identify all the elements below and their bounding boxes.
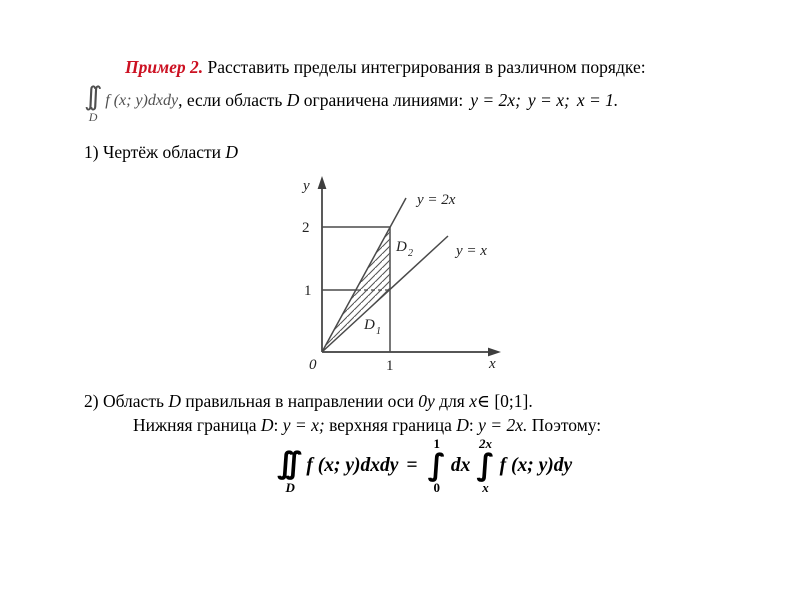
y-tick-1: 1	[304, 283, 312, 299]
condition-domain: D	[286, 90, 300, 110]
formula-dx: dx	[450, 455, 471, 477]
int1-lower-limit: 0	[433, 480, 440, 496]
p3-t3: Поэтому:	[527, 415, 602, 435]
double-integral-icon: ∫∫	[277, 445, 294, 481]
integral-icon: ∫	[476, 448, 495, 484]
y-tick-2: 2	[302, 220, 310, 236]
condition-t2: ограничена линиями:	[299, 90, 464, 110]
region-d1-label: D	[364, 317, 375, 333]
p3-eq1: y = x;	[282, 415, 325, 435]
p3-d2: D	[456, 415, 469, 435]
region-d1-subscript: 1	[376, 326, 381, 337]
drawing-heading	[84, 142, 238, 164]
p3-eq2: y = 2x.	[478, 415, 528, 435]
origin-label: 0	[309, 357, 317, 373]
condition-eq3: x = 1.	[576, 90, 619, 110]
formula-rhs-body: f (x; y)dy	[499, 455, 573, 477]
formula-domain-label: D	[285, 479, 295, 495]
region-plot	[270, 170, 510, 385]
drawing-heading-domain: D	[225, 142, 239, 162]
formula-double-integral	[277, 439, 303, 494]
region-d2-subscript: 2	[408, 248, 413, 259]
result-formula	[277, 437, 572, 496]
title-text: Расставить пределы интегрирования в различном порядке:	[203, 57, 646, 77]
lead-double-integral	[84, 84, 178, 123]
formula-integral-dx	[428, 437, 446, 496]
condition-text	[178, 84, 618, 112]
problem-statement	[84, 84, 618, 123]
label-y-equals-2x: y = 2x	[417, 192, 456, 208]
equals-sign: =	[406, 455, 418, 477]
paragraph-region-regular	[84, 391, 533, 413]
integral-domain-label: D	[88, 110, 98, 124]
p2-x: x	[469, 391, 478, 411]
condition-t1: если область	[186, 90, 287, 110]
x-axis-label: x	[489, 356, 496, 372]
integrand-text: f (x; y)dxdy	[105, 92, 179, 109]
p2-interval: ∈ [0;1].	[477, 391, 533, 411]
double-integral-icon: ∫∫	[84, 82, 94, 112]
p3-c2: :	[468, 415, 479, 435]
y-axis-label: y	[303, 178, 310, 194]
x-tick-1: 1	[386, 358, 394, 374]
p3-d1: D	[260, 415, 274, 435]
int2-lower-limit: x	[482, 480, 489, 496]
double-integral-with-domain	[84, 84, 102, 123]
formula-lhs-body: f (x; y)dxdy	[306, 455, 399, 477]
y-axis-arrow-icon	[318, 176, 327, 189]
p2-t3: для	[434, 391, 470, 411]
p3-c1: :	[273, 415, 283, 435]
int1-upper-limit: 1	[433, 436, 440, 451]
formula-integral-dy	[476, 437, 494, 496]
p2-t2: правильная в направлении оси	[180, 391, 419, 411]
condition-eq2: y = x;	[527, 90, 570, 110]
drawing-heading-text: 1) Чертёж области	[84, 142, 226, 162]
paragraph-bounds	[133, 415, 601, 437]
p2-axis: 0y	[418, 391, 435, 411]
int2-upper-limit: 2x	[479, 436, 492, 451]
integral-icon: ∫	[427, 448, 446, 484]
p3-t2: верхняя граница	[324, 415, 457, 435]
p3-t1: Нижняя граница	[133, 415, 261, 435]
label-y-equals-x: y = x	[456, 243, 487, 259]
condition-eq1: y = 2x;	[470, 90, 521, 110]
example-label: Пример 2.	[125, 57, 204, 77]
p2-t1: 2) Область	[84, 391, 169, 411]
region-d2-label: D	[396, 239, 407, 255]
title-line	[125, 57, 646, 79]
condition-comma: ,	[178, 90, 187, 110]
p2-domain: D	[168, 391, 181, 411]
